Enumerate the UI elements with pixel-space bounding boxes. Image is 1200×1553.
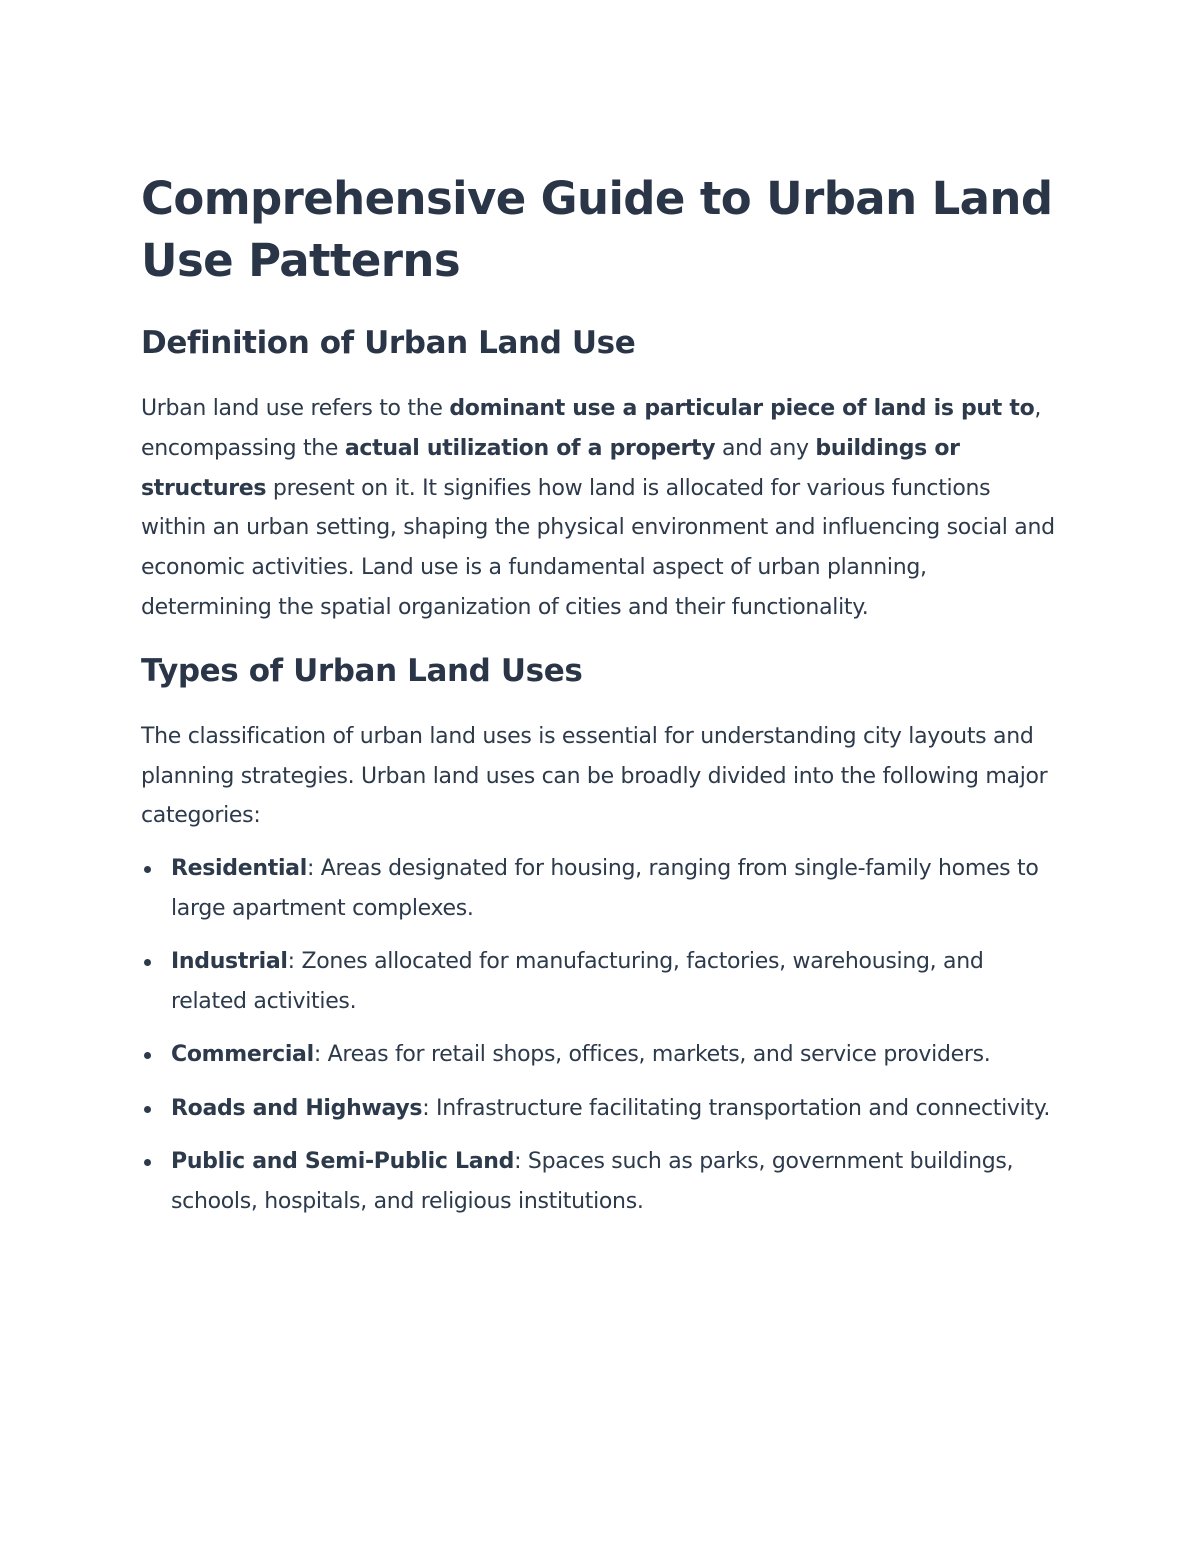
- text-run: present on it. It signifies how land is allocated for various functions within an urban setting, shaping the physical environment and influencing social and economic activities. Land use is a fundamental aspect of urban planning, determining the spatial organization of cities and their functionality.: [141, 475, 1055, 620]
- bullet-icon: [144, 866, 151, 873]
- bullet-icon: [144, 1106, 151, 1113]
- list-item: [141, 1035, 1061, 1075]
- list-item-term: Commercial: [171, 1042, 314, 1068]
- text-run: Urban land use refers to the: [141, 396, 450, 421]
- bold-phrase: dominant use a particular piece of land is put to: [449, 396, 1035, 421]
- document-title: Comprehensive Guide to Urban Land Use Patterns: [141, 172, 1053, 287]
- text-run: and any: [715, 435, 816, 461]
- list-item-desc: : Areas for retail shops, offices, markets, and service providers.: [313, 1042, 991, 1068]
- land-use-list: [141, 849, 1061, 1221]
- bold-phrase: actual utilization of a property: [344, 435, 716, 461]
- types-intro-paragraph: The classification of urban land uses is essential for understanding city layouts and planning strategies. Urban land uses can be broadly divided into the following major categories:: [141, 723, 1048, 829]
- list-item-desc: : Areas designated for housing, ranging from single-family homes to large apartment complexes.: [171, 856, 1039, 921]
- section-heading-types: Types of Urban Land Uses: [141, 652, 583, 689]
- bold-phrase: buildings or structures: [141, 435, 960, 501]
- list-item: [141, 1142, 1061, 1222]
- list-item-desc: : Spaces such as parks, government buildings, schools, hospitals, and religious institutions.: [171, 1148, 1014, 1214]
- list-item-term: Residential: [171, 856, 307, 882]
- list-item-term: Public and Semi-Public Land: [171, 1148, 515, 1174]
- list-item: [141, 849, 1061, 929]
- text-run: , encompassing the: [141, 396, 1042, 461]
- list-item-term: Industrial: [171, 949, 288, 975]
- list-item-desc: : Zones allocated for manufacturing, factories, warehousing, and related activities.: [171, 949, 984, 1015]
- list-item: [141, 1089, 1061, 1129]
- bullet-icon: [144, 1159, 151, 1166]
- list-item-term: Roads and Highways: [171, 1095, 423, 1121]
- definition-paragraph: [141, 389, 1061, 628]
- list-item: [141, 942, 1061, 1022]
- bullet-icon: [144, 959, 151, 966]
- section-heading-definition: Definition of Urban Land Use: [141, 325, 636, 361]
- bullet-icon: [144, 1052, 151, 1059]
- document-page: [141, 168, 1061, 1235]
- list-item-desc: : Infrastructure facilitating transportation and connectivity.: [422, 1095, 1051, 1121]
